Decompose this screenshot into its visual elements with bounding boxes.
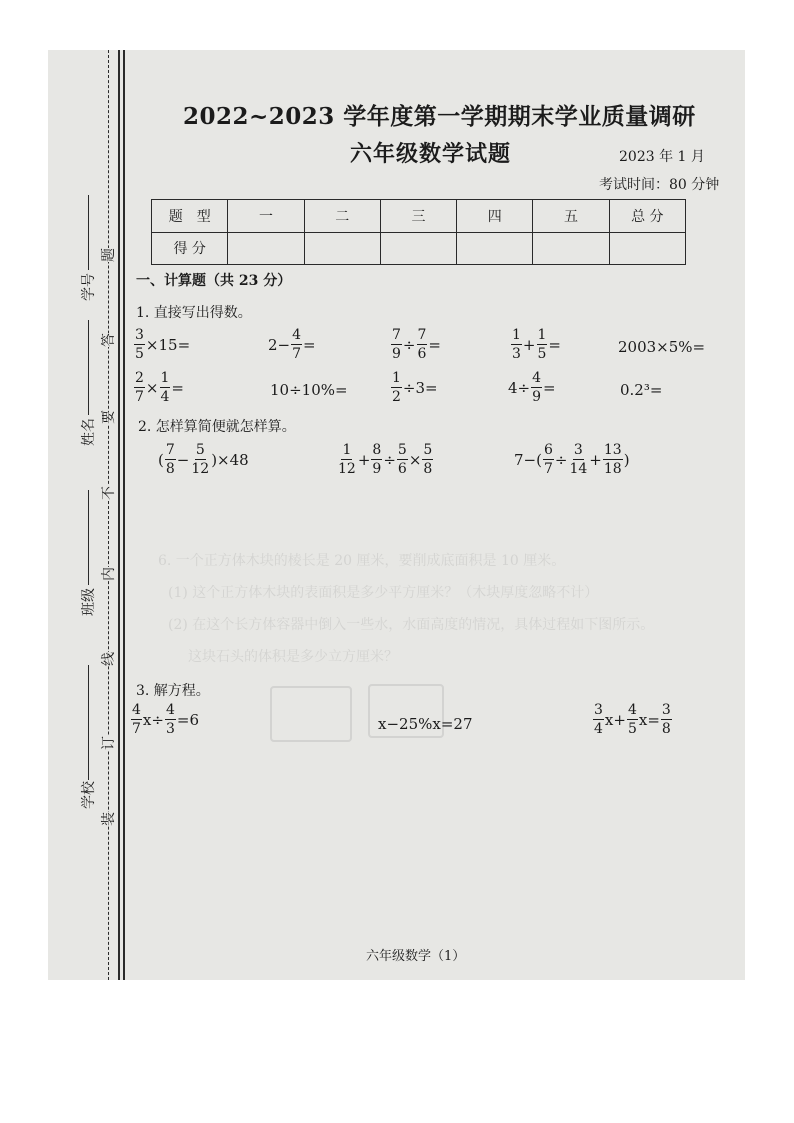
school-label: 学校 — [81, 781, 97, 809]
exam-subtitle: 六年级数学试题 — [350, 141, 512, 167]
calc-item-6: $\frac{2}{7}$ × $\frac{1}{4}$ = — [135, 370, 184, 405]
fraction: $\frac{5}{8}$ — [423, 442, 433, 477]
score-cell: 三 — [380, 200, 456, 233]
calc-item-5: 2003×5%= — [618, 338, 706, 356]
score-cell: 题 型 — [152, 200, 228, 233]
score-table-header-row — [152, 200, 686, 233]
score-blank — [380, 232, 456, 265]
exam-sheet: 6. 一个正方体木块的棱长是 20 厘米，要削成底面积是 10 厘米。 (1) 这个正方体木块的表面积是多少平方厘米？（木块厚度忽略不计） (2) 在这个长方体容器中倒入一些水，水面高度的情况，具体过程如下图所示。 这块石头的体积是多少立方厘米？ 学号 姓名 班级 学校 题 答 要 不 内 线 订 装 2022~2023 学年度第一学期期末学业质量调研 六年级数学试题 2023 年 1 月 考试时间：80 分钟 题 型 一 二 三 四 五 总 分 得 分 一、计算题（共 23 分） 1. 直接写出得数。 $\frac{3}{5}$ ×15= 2− $\frac{4}{7}$ = $\frac{7}{9}$ ÷ $\frac{7}{6}$ = 1 3 + $\frac{1}{5}$ = 2003×5%= $\frac{2}{7}$ × $\frac{1}{4}$ = 10÷10%= $\frac{1}{2}$ ÷3= 4÷ $\frac{4}{9}$ = 0.2³= 2. 怎样算简便就怎样算。 ( 7 8 − $\frac{5}{12}$ )×48 1 12 + $\frac{8}{9}$ ÷ $\frac{5}{6}$ × $\frac{5}{8}$ 7−( $\frac{6}{7}$ ÷ $\frac{3}{14}$ + $\frac{13}{18}$ ) 3. 解方程。 4 7 x÷ $\frac{4}{3}$ =6 x−25%x=27 3 4 x+ $\frac{4}{5}$ x= $\frac{3}{8}$ 六年级数学（1） — [48, 50, 745, 980]
binding-line-solid-2 — [123, 50, 125, 980]
fraction: $\frac{4}{3}$ — [165, 702, 175, 737]
calc-item-2: 2− $\frac{4}{7}$ = — [268, 327, 316, 362]
fraction: $\frac{6}{7}$ — [543, 442, 553, 477]
simplify-item-2: 1 12 + $\frac{8}{9}$ ÷ $\frac{5}{6}$ × $\frac{5}{8}$ — [338, 442, 433, 477]
score-cell: 二 — [304, 200, 380, 233]
name-label: 姓名 — [81, 418, 97, 446]
fraction: $\frac{4}{7}$ — [292, 327, 302, 362]
name-line — [88, 320, 89, 415]
fraction: $\frac{7}{6}$ — [417, 327, 427, 362]
margin-char-da: 答 — [101, 333, 117, 347]
score-row-label: 得 分 — [152, 232, 228, 265]
fraction: $\frac{4}{5}$ — [627, 702, 637, 737]
fraction: $\frac{4}{9}$ — [532, 370, 542, 405]
fraction: 1 3 — [512, 327, 521, 362]
calc-item-7: 10÷10%= — [270, 381, 348, 399]
calc-item-1: $\frac{3}{5}$ ×15= — [135, 327, 191, 362]
school-line — [88, 665, 89, 780]
score-blank — [533, 232, 609, 265]
fraction: $\frac{1}{2}$ — [392, 370, 401, 405]
fraction: $\frac{5}{6}$ — [397, 442, 407, 477]
question-2-prompt: 2. 怎样算简便就怎样算。 — [138, 419, 296, 435]
margin-char-yao: 要 — [101, 410, 117, 424]
equation-2: x−25%x=27 — [378, 715, 473, 733]
calc-item-8: $\frac{1}{2}$ ÷3= — [392, 370, 438, 405]
simplify-item-3: 7−( $\frac{6}{7}$ ÷ $\frac{3}{14}$ + $\frac{13}{18}$ ) — [514, 442, 630, 477]
fraction: $\frac{3}{14}$ — [569, 442, 588, 477]
score-cell: 四 — [457, 200, 533, 233]
margin-char-ding: 订 — [101, 736, 117, 750]
fraction: $\frac{1}{5}$ — [537, 327, 547, 362]
calc-item-4: 1 3 + $\frac{1}{5}$ = — [512, 327, 561, 362]
binding-line-dashed — [108, 50, 109, 980]
margin-char-bu: 不 — [101, 486, 117, 500]
class-label: 班级 — [81, 588, 97, 616]
student-id-label: 学号 — [81, 273, 97, 301]
section-title: 一、计算题（共 23 分） — [136, 273, 292, 289]
calc-item-10: 0.2³= — [620, 381, 663, 399]
calc-item-9: 4÷ $\frac{4}{9}$ = — [508, 370, 556, 405]
question-3-prompt: 3. 解方程。 — [136, 683, 210, 699]
score-blank — [609, 232, 685, 265]
margin-char-ti: 题 — [101, 248, 117, 262]
fraction: $\frac{2}{7}$ — [135, 370, 144, 405]
equation-1: 4 7 x÷ $\frac{4}{3}$ =6 — [132, 702, 199, 737]
margin-char-nei: 内 — [101, 567, 117, 581]
fraction: $\frac{1}{4}$ — [160, 370, 170, 405]
fraction: $\frac{3}{8}$ — [661, 702, 671, 737]
calc-item-3: $\frac{7}{9}$ ÷ $\frac{7}{6}$ = — [392, 327, 441, 362]
exam-date: 2023 年 1 月 — [619, 149, 705, 165]
score-blank — [457, 232, 533, 265]
fraction: 4 7 — [132, 702, 141, 737]
fraction: $\frac{5}{12}$ — [191, 442, 210, 477]
score-cell: 总 分 — [609, 200, 685, 233]
score-table — [151, 199, 686, 265]
score-cell: 一 — [228, 200, 304, 233]
exam-duration: 考试时间：80 分钟 — [599, 177, 720, 193]
fraction: 1 12 — [338, 442, 356, 477]
score-blank — [228, 232, 304, 265]
question-1-prompt: 1. 直接写出得数。 — [136, 305, 252, 321]
page-footer: 六年级数学（1） — [366, 949, 466, 964]
exam-title: 2022~2023 学年度第一学期期末学业质量调研 — [183, 103, 696, 130]
score-cell: 五 — [533, 200, 609, 233]
binding-line-solid-1 — [118, 50, 120, 980]
fraction: $\frac{8}{9}$ — [372, 442, 382, 477]
fraction: $\frac{7}{9}$ — [392, 327, 401, 362]
margin-char-xian: 线 — [101, 652, 117, 666]
fraction: $\frac{13}{18}$ — [603, 442, 622, 477]
fraction: 7 8 — [165, 442, 175, 477]
fraction: $\frac{3}{5}$ — [135, 327, 144, 362]
score-table-score-row — [152, 232, 686, 265]
simplify-item-1: ( 7 8 − $\frac{5}{12}$ )×48 — [158, 442, 249, 477]
margin-char-zhuang: 装 — [101, 812, 117, 826]
score-blank — [304, 232, 380, 265]
equation-3: 3 4 x+ $\frac{4}{5}$ x= $\frac{3}{8}$ — [594, 702, 671, 737]
fraction: 3 4 — [594, 702, 603, 737]
class-line — [88, 490, 89, 585]
student-id-line — [88, 195, 89, 270]
